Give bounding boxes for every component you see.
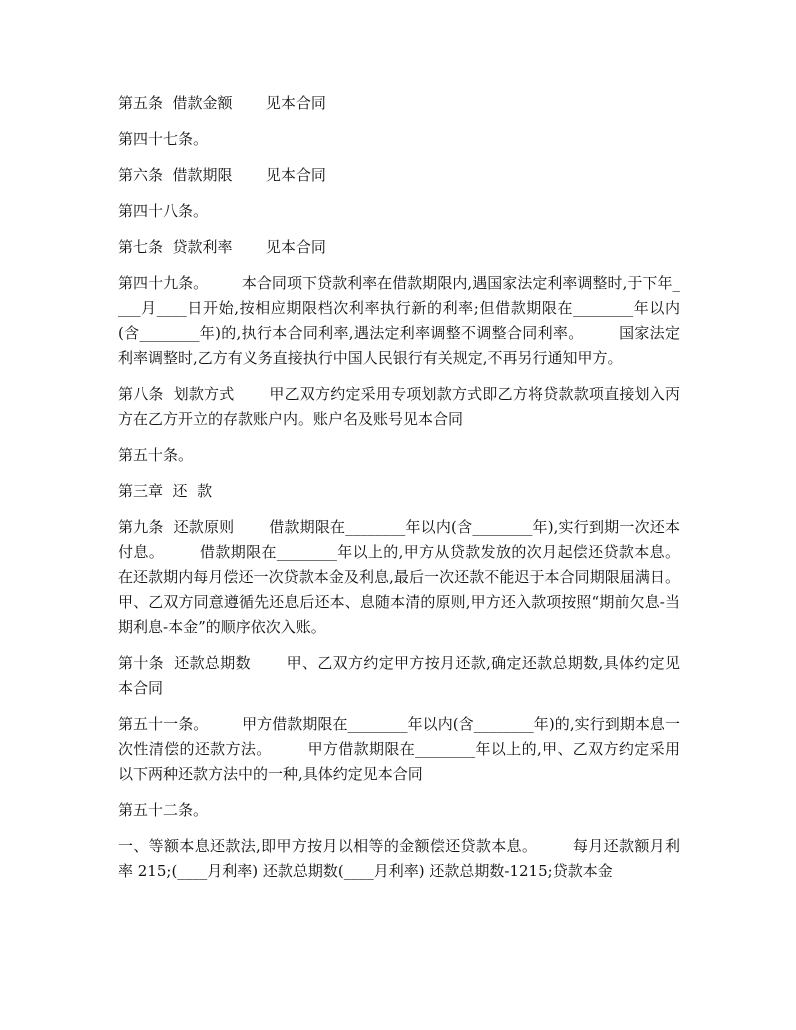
article-8-disbursement: 第八条 划款方式 甲乙双方约定采用专项划款方式即乙方将贷款款项直接划入丙方在乙方开立的存款账户内。账户名及账号见本合同: [118, 385, 680, 428]
article-50-reference: 第五十条。: [118, 446, 194, 464]
article-9-repayment-principle: 第九条 还款原则 借款期限在________年以内(含________年),实行到期一次还本付息。 借款期限在________年以上的,甲方从贷款发放的次月起偿还贷款本息。在还款期内每月偿还一次贷款本金及利息,最后一次还款不能迟于本合同期限届满日。 甲、乙双方同意遵循先还息后还本、息随本清的原则,甲方还入款项按照“期前欠息-当期利息-本金”的顺序依次入账。: [118, 518, 714, 636]
article-6-loan-term: 第六条 借款期限 见本合同: [118, 166, 326, 184]
article-5-loan-amount: 第五条 借款金额 见本合同: [118, 94, 326, 112]
article-47-reference: 第四十七条。: [118, 130, 209, 148]
equal-installment-clause: 一、等额本息还款法,即甲方按月以相等的金额偿还贷款本息。 每月还款额月利率 215;(____月利率) 还款总期数(____月利率) 还款总期数-1215;贷款本金: [118, 837, 680, 880]
article-52-reference: 第五十二条。: [118, 801, 209, 819]
article-7-interest-rate: 第七条 贷款利率 见本合同: [118, 238, 326, 256]
chapter-3-heading: 第三章 还 款: [118, 482, 213, 500]
article-10-repayment-periods: 第十条 还款总期数 甲、乙双方约定甲方按月还款,确定还款总期数,具体约定见本合同: [118, 654, 680, 697]
article-48-reference: 第四十八条。: [118, 202, 209, 220]
article-49-rate-adjustment: 第四十九条。 本合同项下贷款利率在借款期限内,遇国家法定利率调整时,于下年____月____日开始,按相应期限档次利率执行新的利率;但借款期限在________年以内(含________年)的,执行本合同利率,遇法定利率调整不调整合同利率。 国家法定利率调整时,乙方有义务直接执行中国人民银行有关规定,不再另行通知甲方。: [118, 274, 680, 367]
article-51-repayment-method: 第五十一条。 甲方借款期限在________年以内(含________年)的,实行到期本息一次性清偿的还款方法。 甲方借款期限在________年以上的,甲、乙双方约定采用以下两种还款方法中的一种,具体约定见本合同: [118, 715, 680, 783]
contract-body: [118, 91, 714, 895]
